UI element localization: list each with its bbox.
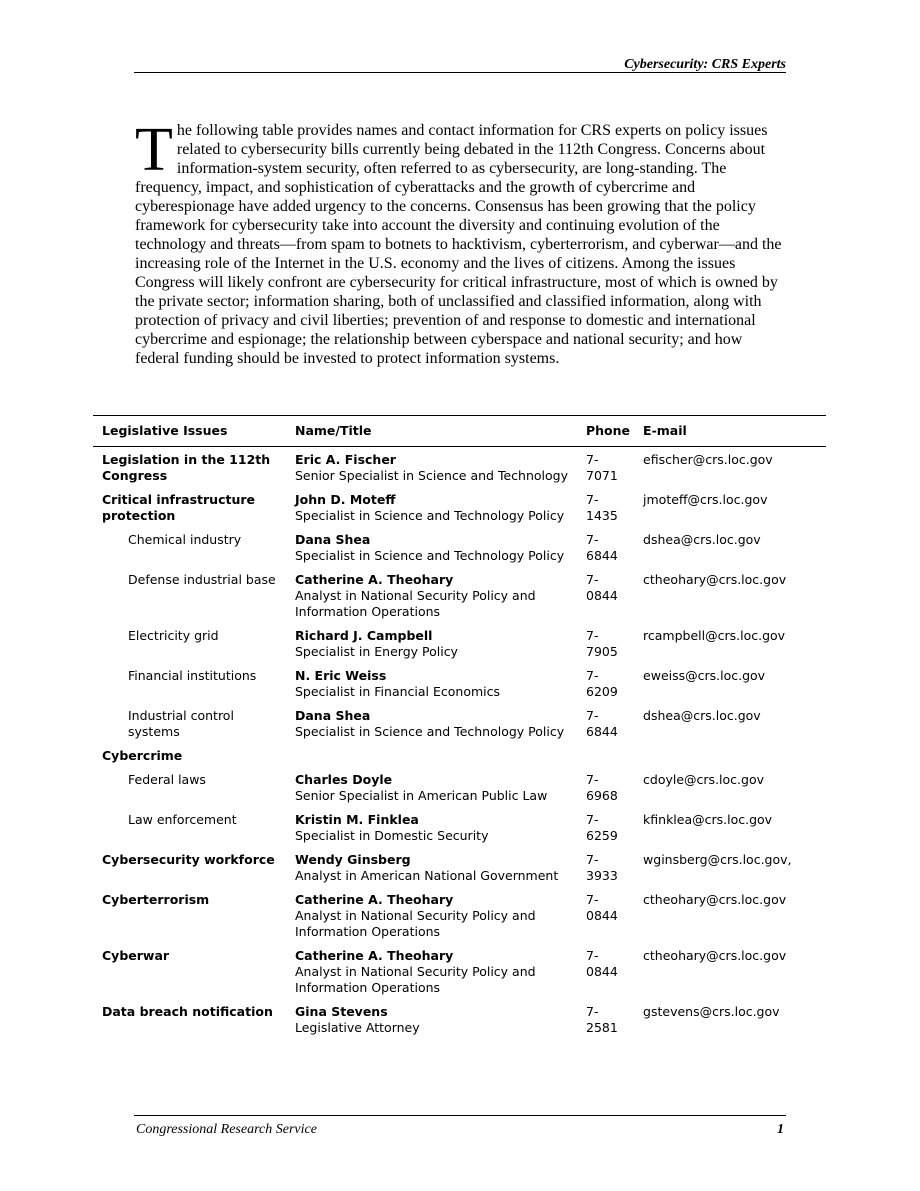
header-name-title: Name/Title xyxy=(286,416,577,447)
person-name: Catherine A. Theohary xyxy=(295,892,454,907)
person-cell xyxy=(286,944,577,1000)
table-row xyxy=(93,888,826,944)
person-name: Gina Stevens xyxy=(295,1004,388,1019)
email-cell: kfinklea@crs.loc.gov xyxy=(643,812,773,827)
issue-cell: Financial institutions xyxy=(128,668,257,683)
person-title: Specialist in Science and Technology Policy xyxy=(295,548,565,563)
issue-cell: Cyberwar xyxy=(102,948,170,963)
table-row xyxy=(93,808,826,848)
page-footer xyxy=(134,1115,786,1140)
person-title: Analyst in National Security Policy and Information Operations xyxy=(295,908,536,939)
page-header xyxy=(134,54,786,73)
issue-cell: Electricity grid xyxy=(128,628,219,643)
intro-paragraph xyxy=(135,116,785,368)
issue-cell: Cyberterrorism xyxy=(102,892,210,907)
person-name: Kristin M. Finklea xyxy=(295,812,419,827)
phone-cell: 7-2581 xyxy=(586,1004,618,1035)
issue-cell: Data breach notification xyxy=(102,1004,273,1019)
person-cell xyxy=(286,848,577,888)
email-cell: cdoyle@crs.loc.gov xyxy=(643,772,764,787)
experts-table xyxy=(93,415,826,1040)
issue-cell: Law enforcement xyxy=(128,812,237,827)
email-cell: jmoteff@crs.loc.gov xyxy=(643,492,768,507)
table-row xyxy=(93,528,826,568)
person-cell xyxy=(286,888,577,944)
person-title: Analyst in National Security Policy and Information Operations xyxy=(295,588,536,619)
table-row xyxy=(93,944,826,1000)
person-name: Wendy Ginsberg xyxy=(295,852,411,867)
email-cell: eweiss@crs.loc.gov xyxy=(643,668,766,683)
phone-cell: 7-7905 xyxy=(586,628,618,659)
email-cell: dshea@crs.loc.gov xyxy=(643,532,761,547)
phone-cell: 7-6209 xyxy=(586,668,618,699)
table-row xyxy=(93,848,826,888)
person-title: Analyst in National Security Policy and Information Operations xyxy=(295,964,536,995)
person-cell xyxy=(286,624,577,664)
footer-publisher: Congressional Research Service xyxy=(136,1122,317,1137)
email-cell xyxy=(634,744,826,768)
table-row xyxy=(93,624,826,664)
person-title: Specialist in Science and Technology Policy xyxy=(295,508,565,523)
person-name: Catherine A. Theohary xyxy=(295,572,454,587)
issue-cell: Cybersecurity workforce xyxy=(102,852,275,867)
table-row xyxy=(93,447,826,489)
intro-text: he following table provides names and contact information for CRS experts on policy issues related to cybersecurity bills currently being debated in the 112th Congress. Concerns about information-system security, often referred to as cybersecurity, are long-standing. The frequency, impact, and sophistication of cyberattacks and the growth of cybercrime and cyberespionage have added urgency to the concerns. Consensus has been growing that the policy framework for cybersecurity take into account the diversity and continuing evolution of the technology and threats—from spam to botnets to hacktivism, cyberterrorism, and cyberwar—and the increasing role of the Internet in the U.S. economy and the lives of citizens. Among the issues Congress will likely confront are cybersecurity for critical infrastructure, most of which is owned by the private sector; information sharing, both of unclassified and classified information, along with protection of privacy and civil liberties; prevention of and response to domestic and international cybercrime and espionage; the relationship between cyberspace and national security; and how federal funding should be invested to protect information systems. xyxy=(135,122,782,367)
person-name: Catherine A. Theohary xyxy=(295,948,454,963)
table-row xyxy=(93,664,826,704)
email-cell: ctheohary@crs.loc.gov xyxy=(643,892,787,907)
person-name: N. Eric Weiss xyxy=(295,668,387,683)
phone-cell: 7-6844 xyxy=(586,708,618,739)
issue-cell: Defense industrial base xyxy=(128,572,276,587)
person-cell xyxy=(286,528,577,568)
drop-cap: T xyxy=(135,116,173,184)
phone-cell: 7-0844 xyxy=(586,892,618,923)
email-cell: wginsberg@crs.loc.gov, xyxy=(643,852,792,867)
issue-cell: Federal laws xyxy=(128,772,206,787)
person-title: Specialist in Energy Policy xyxy=(295,644,458,659)
person-cell xyxy=(286,488,577,528)
page-number: 1 xyxy=(777,1122,784,1137)
person-title: Specialist in Domestic Security xyxy=(295,828,489,843)
phone-cell: 7-1435 xyxy=(586,492,618,523)
phone-cell: 7-6844 xyxy=(586,532,618,563)
person-name: Eric A. Fischer xyxy=(295,452,396,467)
phone-cell: 7-0844 xyxy=(586,948,618,979)
phone-cell: 7-7071 xyxy=(586,452,618,483)
person-name: Dana Shea xyxy=(295,708,371,723)
person-cell xyxy=(286,664,577,704)
person-name: John D. Moteff xyxy=(295,492,396,507)
email-cell: ctheohary@crs.loc.gov xyxy=(643,572,787,587)
person-title: Senior Specialist in American Public Law xyxy=(295,788,548,803)
person-name: Dana Shea xyxy=(295,532,371,547)
header-email: E-mail xyxy=(634,416,826,447)
table-row xyxy=(93,744,826,768)
table-row xyxy=(93,568,826,624)
issue-cell: Critical infrastructure protection xyxy=(102,492,255,523)
table-row xyxy=(93,704,826,744)
phone-cell: 7-6259 xyxy=(586,812,618,843)
issue-cell: Industrial control systems xyxy=(128,708,234,739)
table-row xyxy=(93,768,826,808)
person-name: Charles Doyle xyxy=(295,772,393,787)
person-cell xyxy=(286,808,577,848)
table-row xyxy=(93,488,826,528)
phone-cell: 7-0844 xyxy=(586,572,618,603)
header-phone: Phone xyxy=(577,416,634,447)
email-cell: dshea@crs.loc.gov xyxy=(643,708,761,723)
phone-cell: 7-3933 xyxy=(586,852,618,883)
person-title: Legislative Attorney xyxy=(295,1020,420,1035)
email-cell: rcampbell@crs.loc.gov xyxy=(643,628,786,643)
email-cell: gstevens@crs.loc.gov xyxy=(643,1004,780,1019)
person-name: Richard J. Campbell xyxy=(295,628,433,643)
phone-cell: 7-6968 xyxy=(586,772,618,803)
person-cell xyxy=(286,568,577,624)
person-cell xyxy=(286,447,577,489)
header-title: Cybersecurity: CRS Experts xyxy=(624,57,786,72)
issue-cell: Legislation in the 112th Congress xyxy=(102,452,271,483)
table-row xyxy=(93,1000,826,1040)
person-title: Specialist in Financial Economics xyxy=(295,684,500,699)
table-header-row xyxy=(93,416,826,447)
header-legislative-issues: Legislative Issues xyxy=(93,416,286,447)
issue-cell: Chemical industry xyxy=(128,532,242,547)
issue-cell: Cybercrime xyxy=(102,748,183,763)
person-cell xyxy=(286,704,577,744)
email-cell: efischer@crs.loc.gov xyxy=(643,452,773,467)
person-title: Analyst in American National Government xyxy=(295,868,559,883)
person-cell xyxy=(286,1000,577,1040)
person-title: Senior Specialist in Science and Technology xyxy=(295,468,568,483)
person-title: Specialist in Science and Technology Policy xyxy=(295,724,565,739)
person-cell xyxy=(286,768,577,808)
person-cell xyxy=(286,744,577,768)
phone-cell xyxy=(577,744,634,768)
email-cell: ctheohary@crs.loc.gov xyxy=(643,948,787,963)
